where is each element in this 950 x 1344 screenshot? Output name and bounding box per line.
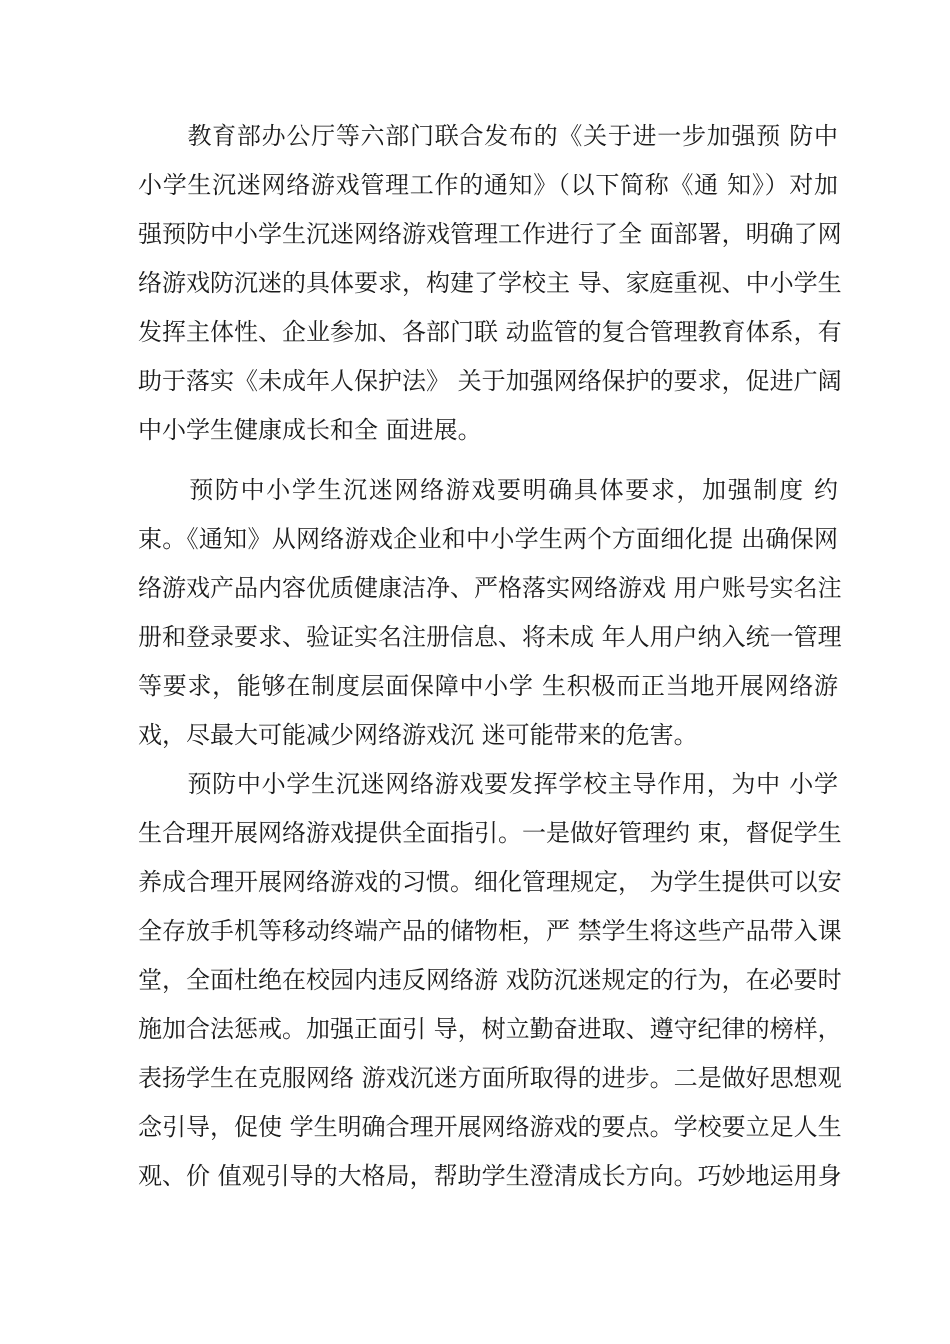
paragraph-2 bbox=[138, 466, 842, 760]
text-line: 等要求，能够在制度层面保障中小学 生积极而正当地开展网络游 bbox=[138, 672, 838, 700]
text-line: 表扬学生在克服网络 游戏沉迷方面所取得的进步。二是做好思想观 bbox=[138, 1064, 842, 1092]
text-line: 册和登录要求、验证实名注册信息、将未成 年人用户纳入统一管理 bbox=[138, 623, 842, 651]
text-line: 中小学生健康成长和全 面进展。 bbox=[138, 416, 482, 444]
text-line: 强预防中小学生沉迷网络游戏管理工作进行了全 面部署，明确了网 bbox=[138, 220, 842, 248]
text-line: 教育部办公厅等六部门联合发布的《关于进一步加强预 防中 bbox=[138, 122, 838, 150]
text-line: 发挥主体性、企业参加、各部门联 动监管的复合管理教育体系，有 bbox=[138, 318, 842, 346]
text-line: 念引导，促使 学生明确合理开展网络游戏的要点。学校要立足人生 bbox=[138, 1113, 842, 1141]
text-line: 戏，尽最大可能减少网络游戏沉 迷可能带来的危害。 bbox=[138, 721, 698, 749]
paragraph-1 bbox=[138, 112, 842, 455]
text-line: 观、价 值观引导的大格局，帮助学生澄清成长方向。巧妙地运用身 bbox=[138, 1162, 842, 1190]
text-line: 生合理开展网络游戏提供全面指引。一是做好管理约 束，督促学生 bbox=[138, 819, 842, 847]
text-line: 络游戏产品内容优质健康洁净、严格落实网络游戏 用户账号实名注 bbox=[138, 574, 842, 602]
text-line: 施加合法惩戒。加强正面引 导，树立勤奋进取、遵守纪律的榜样， bbox=[138, 1015, 842, 1043]
text-line: 预防中小学生沉迷网络游戏要发挥学校主导作用，为中 小学 bbox=[138, 770, 838, 798]
text-line: 络游戏防沉迷的具体要求，构建了学校主 导、家庭重视、中小学生 bbox=[138, 269, 842, 297]
text-line: 全存放手机等移动终端产品的储物柜，严 禁学生将这些产品带入课 bbox=[138, 917, 842, 945]
text-line: 束。《通知》从网络游戏企业和中小学生两个方面细化提 出确保网 bbox=[138, 525, 838, 553]
text-line: 预防中小学生沉迷网络游戏要明确具体要求，加强制度 约 bbox=[138, 476, 838, 504]
text-line: 堂，全面杜绝在校园内违反网络游 戏防沉迷规定的行为，在必要时 bbox=[138, 966, 842, 994]
text-line: 养成合理开展网络游戏的习惯。细化管理规定， 为学生提供可以安 bbox=[138, 868, 842, 896]
paragraph-3 bbox=[138, 760, 842, 1201]
text-line: 小学生沉迷网络游戏管理工作的通知》（以下简称《通 知》）对加 bbox=[138, 171, 838, 199]
text-line: 助于落实《未成年人保护法》 关于加强网络保护的要求，促进广阔 bbox=[138, 367, 842, 395]
